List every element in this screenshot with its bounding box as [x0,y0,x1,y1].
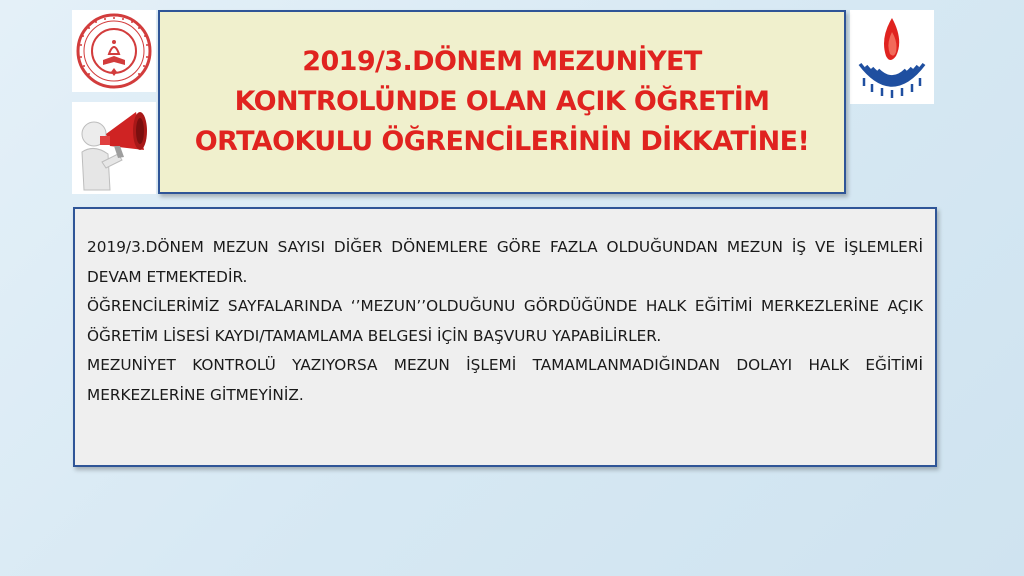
announcement-body-box [73,207,937,467]
title-line: 2019/3.DÖNEM MEZUNİYET [302,46,702,77]
announcement-title [195,42,810,162]
title-line: KONTROLÜNDE OLAN AÇIK ÖĞRETİM [234,86,770,117]
body-paragraph: 2019/3.DÖNEM MEZUN SAYISI DİĞER DÖNEMLERE GÖRE FAZLA OLDUĞUNDAN MEZUN İŞ VE İŞLEMLERİ DEVAM ETMEKTEDİR. [87,238,923,286]
body-paragraph: MEZUNİYET KONTROLÜ YAZIYORSA MEZUN İŞLEMİ TAMAMLANMADIĞINDAN DOLAYI HALK EĞİTİMİ MERKEZLERİNE GİTMEYİNİZ. [87,356,923,404]
open-education-logo [850,10,934,104]
megaphone-figure [72,102,156,194]
ministry-seal-logo [72,10,156,92]
ministry-of-education-seal-icon [75,12,153,90]
open-education-torch-logo-icon [850,10,934,104]
body-paragraph: ÖĞRENCİLERİMİZ SAYFALARINDA ‘’MEZUN’’OLDUĞUNU GÖRDÜĞÜNDE HALK EĞİTİMİ MERKEZLERİNE AÇIK ÖĞRETİM LİSESİ KAYDI/TAMAMLAMA BELGESİ İÇİN BAŞVURU YAPABİLİRLER. [87,297,923,345]
announcement-title-box [158,10,846,194]
megaphone-person-icon [72,102,156,194]
title-line: ORTAOKULU ÖĞRENCİLERİNİN DİKKATİNE! [194,126,810,157]
announcement-body [87,233,923,410]
